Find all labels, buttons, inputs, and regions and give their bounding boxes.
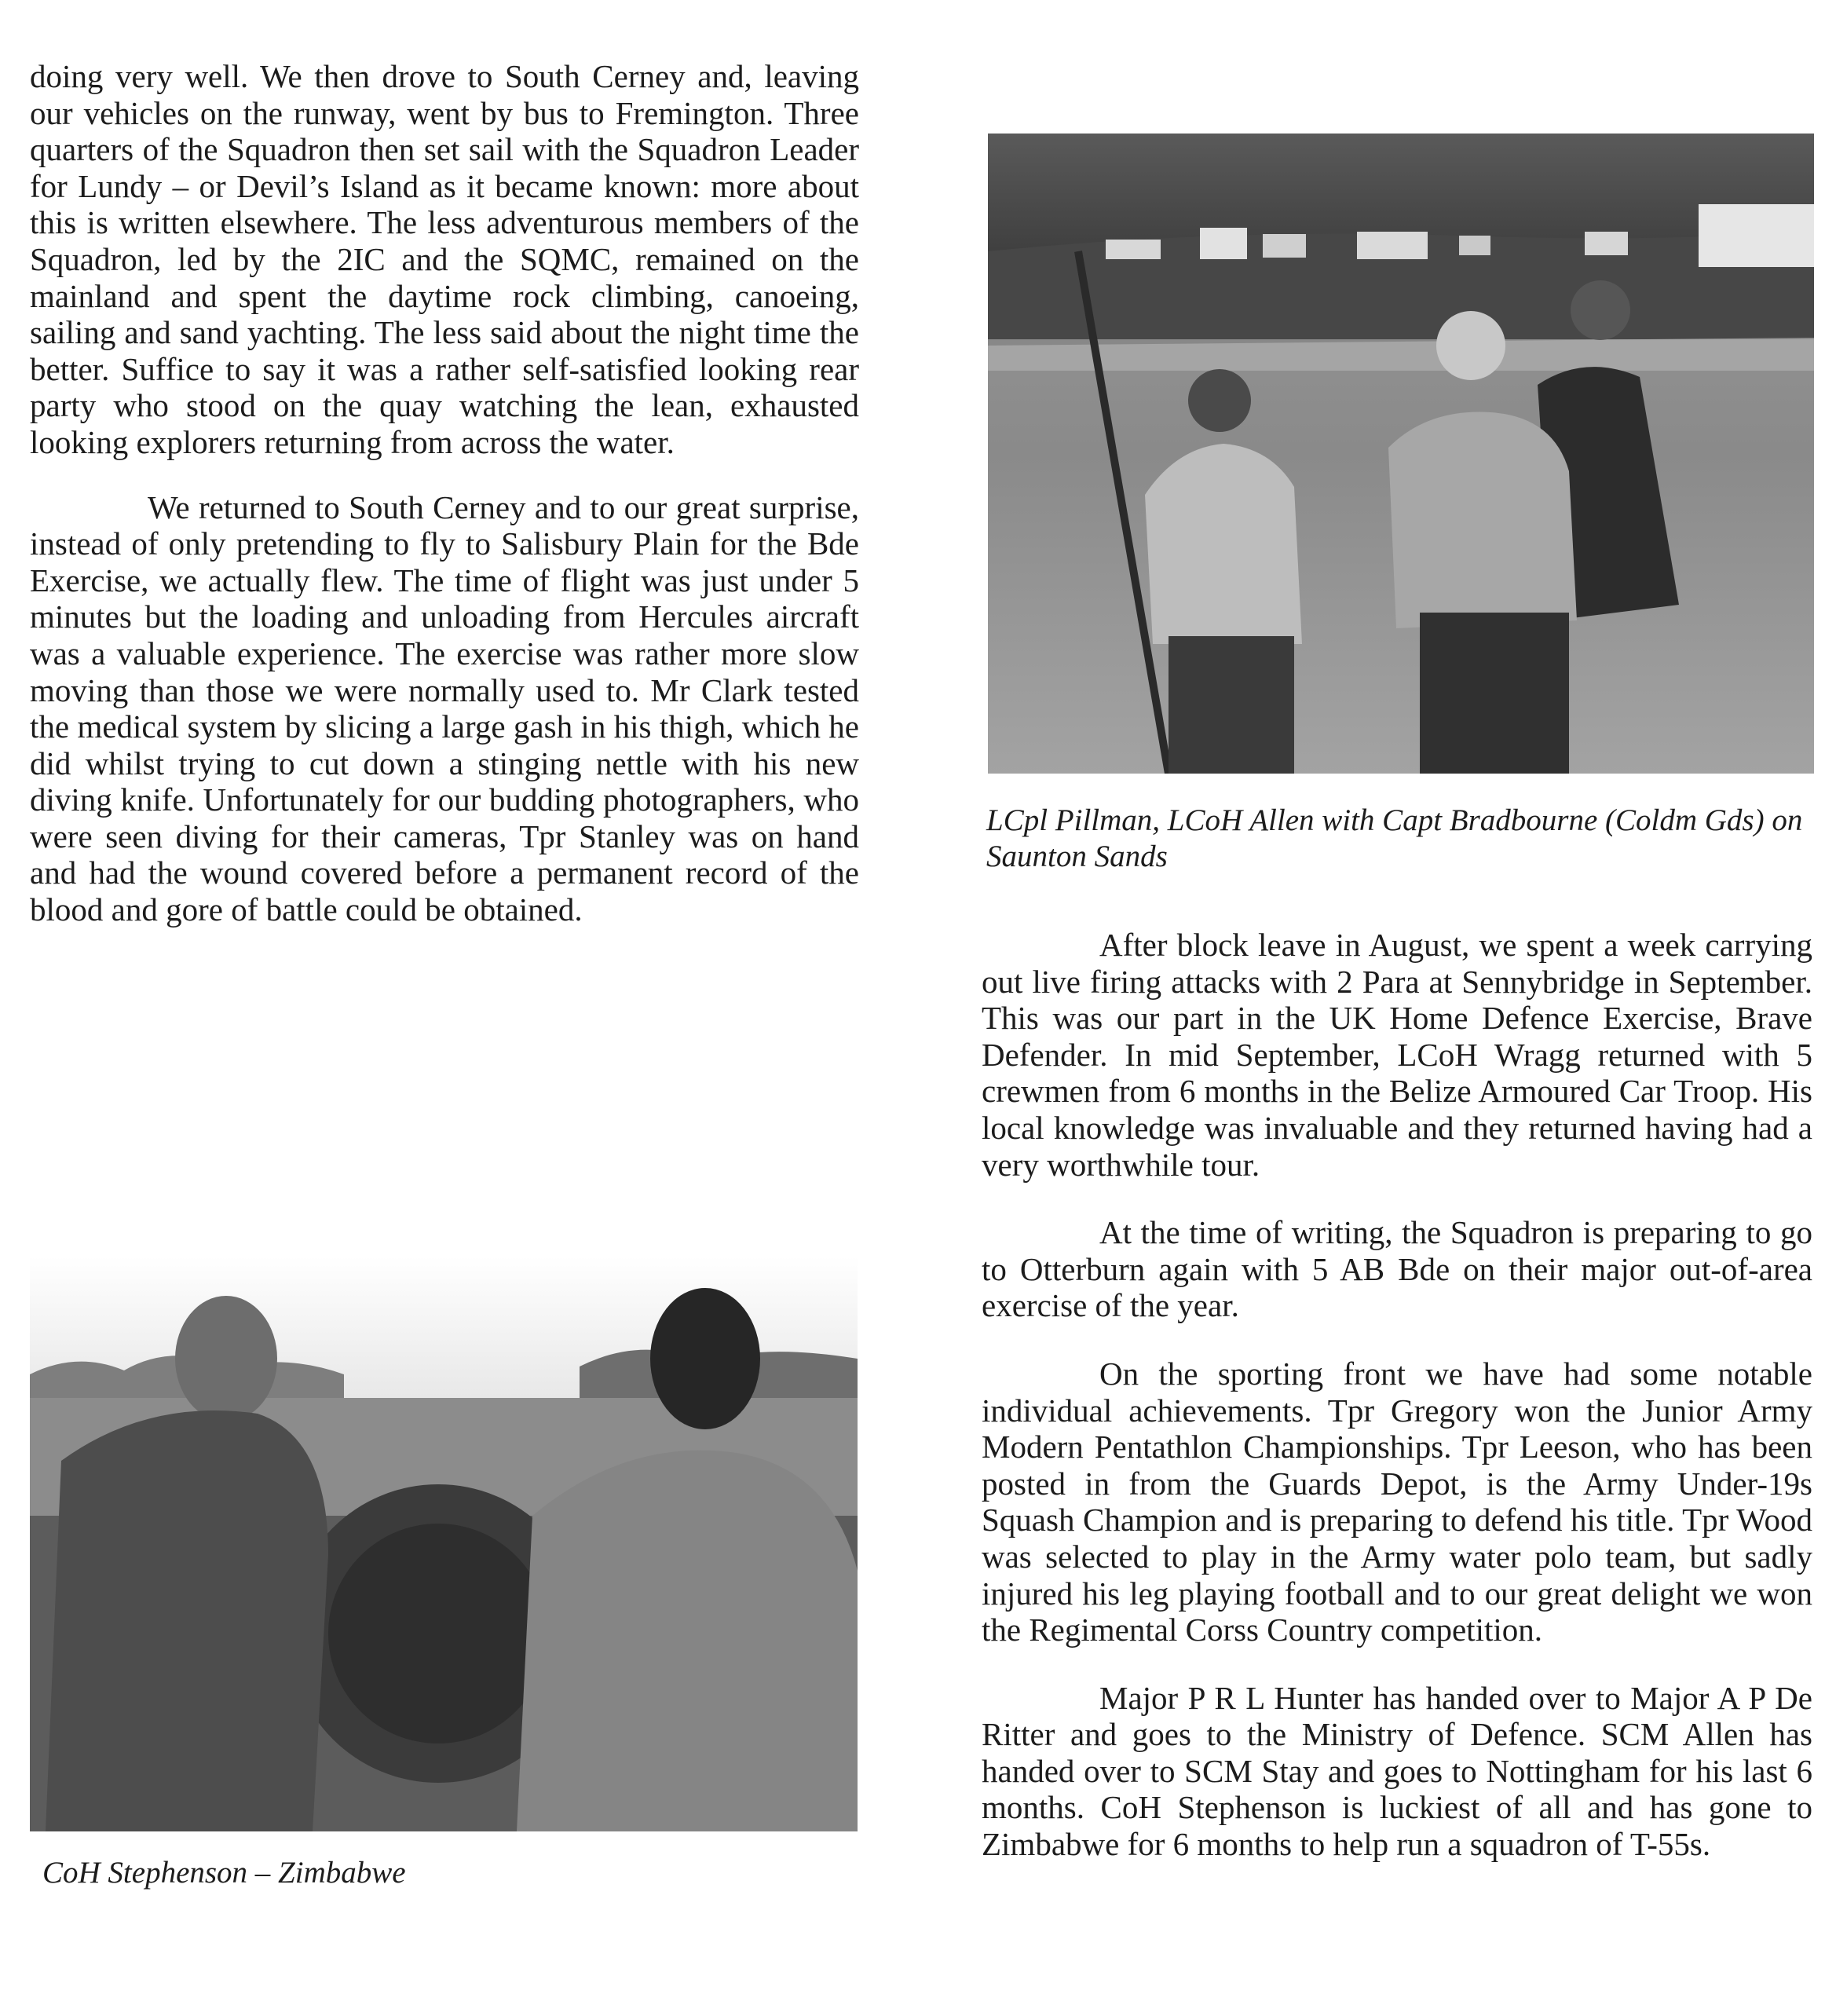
photo-saunton-sands — [988, 134, 1814, 774]
photo-caption-bottom: CoH Stephenson – Zimbabwe — [42, 1856, 406, 1890]
paragraph-sporting: On the sporting front we have had some notable individual achievements. Tpr Gregory won the Junior Army Modern Pentathlon Championships. Tpr Leeson, who has been posted in from the Guards Depot, is the Army Under-19s Squash Champion and is preparing to defend his title. Tpr Wood was selected to play in the Army water polo team, but sadly injured his leg playing football and to our great delight we won the Regimental Corss Country competition. — [982, 1355, 1812, 1648]
paragraph-lundy: doing very well. We then drove to South Cerney and, leaving our vehicles on the runway, went by bus to Fremington. Three quarters of the Squadron then set sail with the Squadron Leader for Lundy – or Devil’s Island as it became known: more about this is written elsewhere. The less adventurous members of the Squadron, led by the 2IC and the SQMC, remained on the mainland and spent the daytime rock climbing, canoeing, sailing and sand yachting. The less said about the night time the better. Suffice to say it was a rather self-satisfied looking rear party who stood on the quay watching the lean, exhausted looking explorers returning from across the water. — [30, 58, 859, 460]
paragraph-block-leave: After block leave in August, we spent a week carrying out live firing attacks with 2 Para at Sennybridge in September. This was our part in the UK Home Defence Exercise, Brave Defender. In mid September, LCoH Wragg returned with 5 crewmen from 6 months in the Belize Armoured Car Troop. His local knowledge was invaluable and they returned having had a very worthwhile tour. — [982, 927, 1812, 1183]
right-column — [982, 927, 1812, 1863]
paragraph-south-cerney: We returned to South Cerney and to our great surprise, instead of only pretending to fly to Salisbury Plain for the Bde Exercise, we actually flew. The time of flight was just under 5 minutes but the loading and unloading from Hercules aircraft was a valuable experience. The exercise was rather more slow moving than those we were normally used to. Mr Clark tested the medical system by slicing a large gash in his thigh, which he did whilst trying to cut down a stinging nettle with his new diving knife. Unfortunately for our budding photographers, who were seen diving for their cameras, Tpr Stanley was on hand and had the wound covered before a permanent record of the blood and gore of battle could be obtained. — [30, 488, 859, 928]
photo-caption-top: LCpl Pillman, LCoH Allen with Capt Bradbourne (Coldm Gds) on Saunton Sands — [986, 803, 1803, 873]
left-column — [30, 58, 859, 928]
paragraph-handover: Major P R L Hunter has handed over to Major A P De Ritter and goes to the Ministry of Defence. SCM Allen has handed over to SCM Stay and goes to Nottingham for his last 6 months. CoH Stephenson is luckiest of all and has gone to Zimbabwe for 6 months to help run a squadron of T-55s. — [982, 1679, 1812, 1863]
paragraph-otterburn: At the time of writing, the Squadron is preparing to go to Otterburn again with 5 AB Bde on their major out-of-area exercise of the year. — [982, 1214, 1812, 1324]
photo-zimbabwe — [30, 1257, 858, 1831]
